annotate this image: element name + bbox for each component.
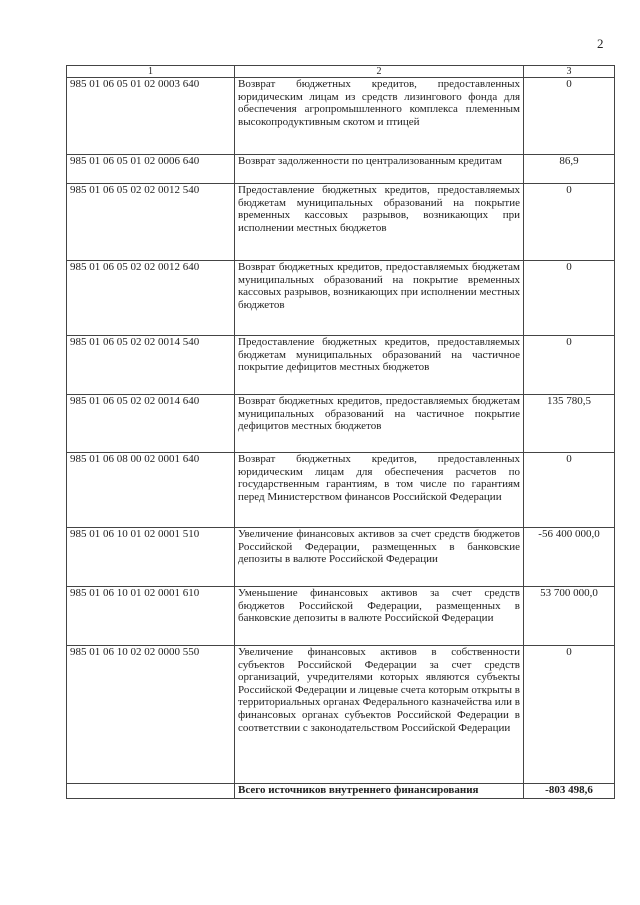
budget-code: 985 01 06 10 01 02 0001 610 [67, 587, 235, 646]
budget-code: 985 01 06 05 02 02 0012 640 [67, 261, 235, 336]
row-value: 0 [524, 336, 615, 395]
budget-code: 985 01 06 05 01 02 0003 640 [67, 78, 235, 155]
row-description: Возврат бюджетных кредитов, предоставляемых бюджетам муниципальных образований на частичное покрытие дефицитов местных бюджетов [235, 395, 524, 453]
budget-code: 985 01 06 10 01 02 0001 510 [67, 528, 235, 587]
row-description: Возврат бюджетных кредитов, предоставляемых бюджетам муниципальных образований на покрытие временных кассовых разрывов, возникающих при исполнении местных бюджетов [235, 261, 524, 336]
budget-code: 985 01 06 05 01 02 0006 640 [67, 155, 235, 184]
row-value: 135 780,5 [524, 395, 615, 453]
table-row [67, 395, 615, 453]
table-row [67, 78, 615, 155]
row-value: 0 [524, 646, 615, 784]
table-row [67, 453, 615, 528]
row-description: Увеличение финансовых активов за счет средств бюджетов Российской Федерации, размещенных в банковские депозиты в валюте Российской Федерации [235, 528, 524, 587]
table-row [67, 646, 615, 784]
budget-code: 985 01 06 05 02 02 0014 640 [67, 395, 235, 453]
table-row [67, 155, 615, 184]
row-value: 0 [524, 453, 615, 528]
row-value: 0 [524, 261, 615, 336]
row-value: -56 400 000,0 [524, 528, 615, 587]
table-row [67, 261, 615, 336]
row-description: Возврат бюджетных кредитов, предоставленных юридическим лицам из средств лизингового фонда для обеспечения агропромышленного комплекса племенным высокопродуктивным скотом и птицей [235, 78, 524, 155]
table-row [67, 336, 615, 395]
total-code [67, 784, 235, 799]
row-description: Возврат задолженности по централизованным кредитам [235, 155, 524, 184]
header-col-3: 3 [524, 66, 615, 78]
total-row [67, 784, 615, 799]
budget-code: 985 01 06 08 00 02 0001 640 [67, 453, 235, 528]
total-value: -803 498,6 [524, 784, 615, 799]
table-row [67, 587, 615, 646]
row-description: Уменьшение финансовых активов за счет средств бюджетов Российской Федерации, размещенных в банковские депозиты в валюте Российской Федерации [235, 587, 524, 646]
total-label: Всего источников внутреннего финансирования [235, 784, 524, 799]
table-header-row [67, 66, 615, 78]
budget-code: 985 01 06 10 02 02 0000 550 [67, 646, 235, 784]
row-description: Предоставление бюджетных кредитов, предоставляемых бюджетам муниципальных образований на покрытие временных кассовых разрывов, возникающих при исполнении местных бюджетов [235, 184, 524, 261]
row-value: 86,9 [524, 155, 615, 184]
row-description: Возврат бюджетных кредитов, предоставленных юридическим лицам для обеспечения расчетов по государственным гарантиям, в том числе по гарантиям перед Министерством финансов Российской Федерации [235, 453, 524, 528]
table-row [67, 528, 615, 587]
table-row [67, 184, 615, 261]
row-value: 0 [524, 78, 615, 155]
header-col-1: 1 [67, 66, 235, 78]
page-number: 2 [597, 36, 604, 51]
row-description: Предоставление бюджетных кредитов, предоставляемых бюджетам муниципальных образований на частичное покрытие дефицитов местных бюджетов [235, 336, 524, 395]
row-value: 53 700 000,0 [524, 587, 615, 646]
budget-code: 985 01 06 05 02 02 0012 540 [67, 184, 235, 261]
financing-sources-table [66, 65, 615, 799]
row-value: 0 [524, 184, 615, 261]
row-description: Увеличение финансовых активов в собственности субъектов Российской Федерации за счет средств организаций, учредителями которых являются субъекты Российской Федерации и лицевые счета которым открыты в территориальных органах Федерального казначейства или в финансовых органах субъектов Российской Федерации в соответствии с законодательством Российской Федерации [235, 646, 524, 784]
header-col-2: 2 [235, 66, 524, 78]
budget-code: 985 01 06 05 02 02 0014 540 [67, 336, 235, 395]
